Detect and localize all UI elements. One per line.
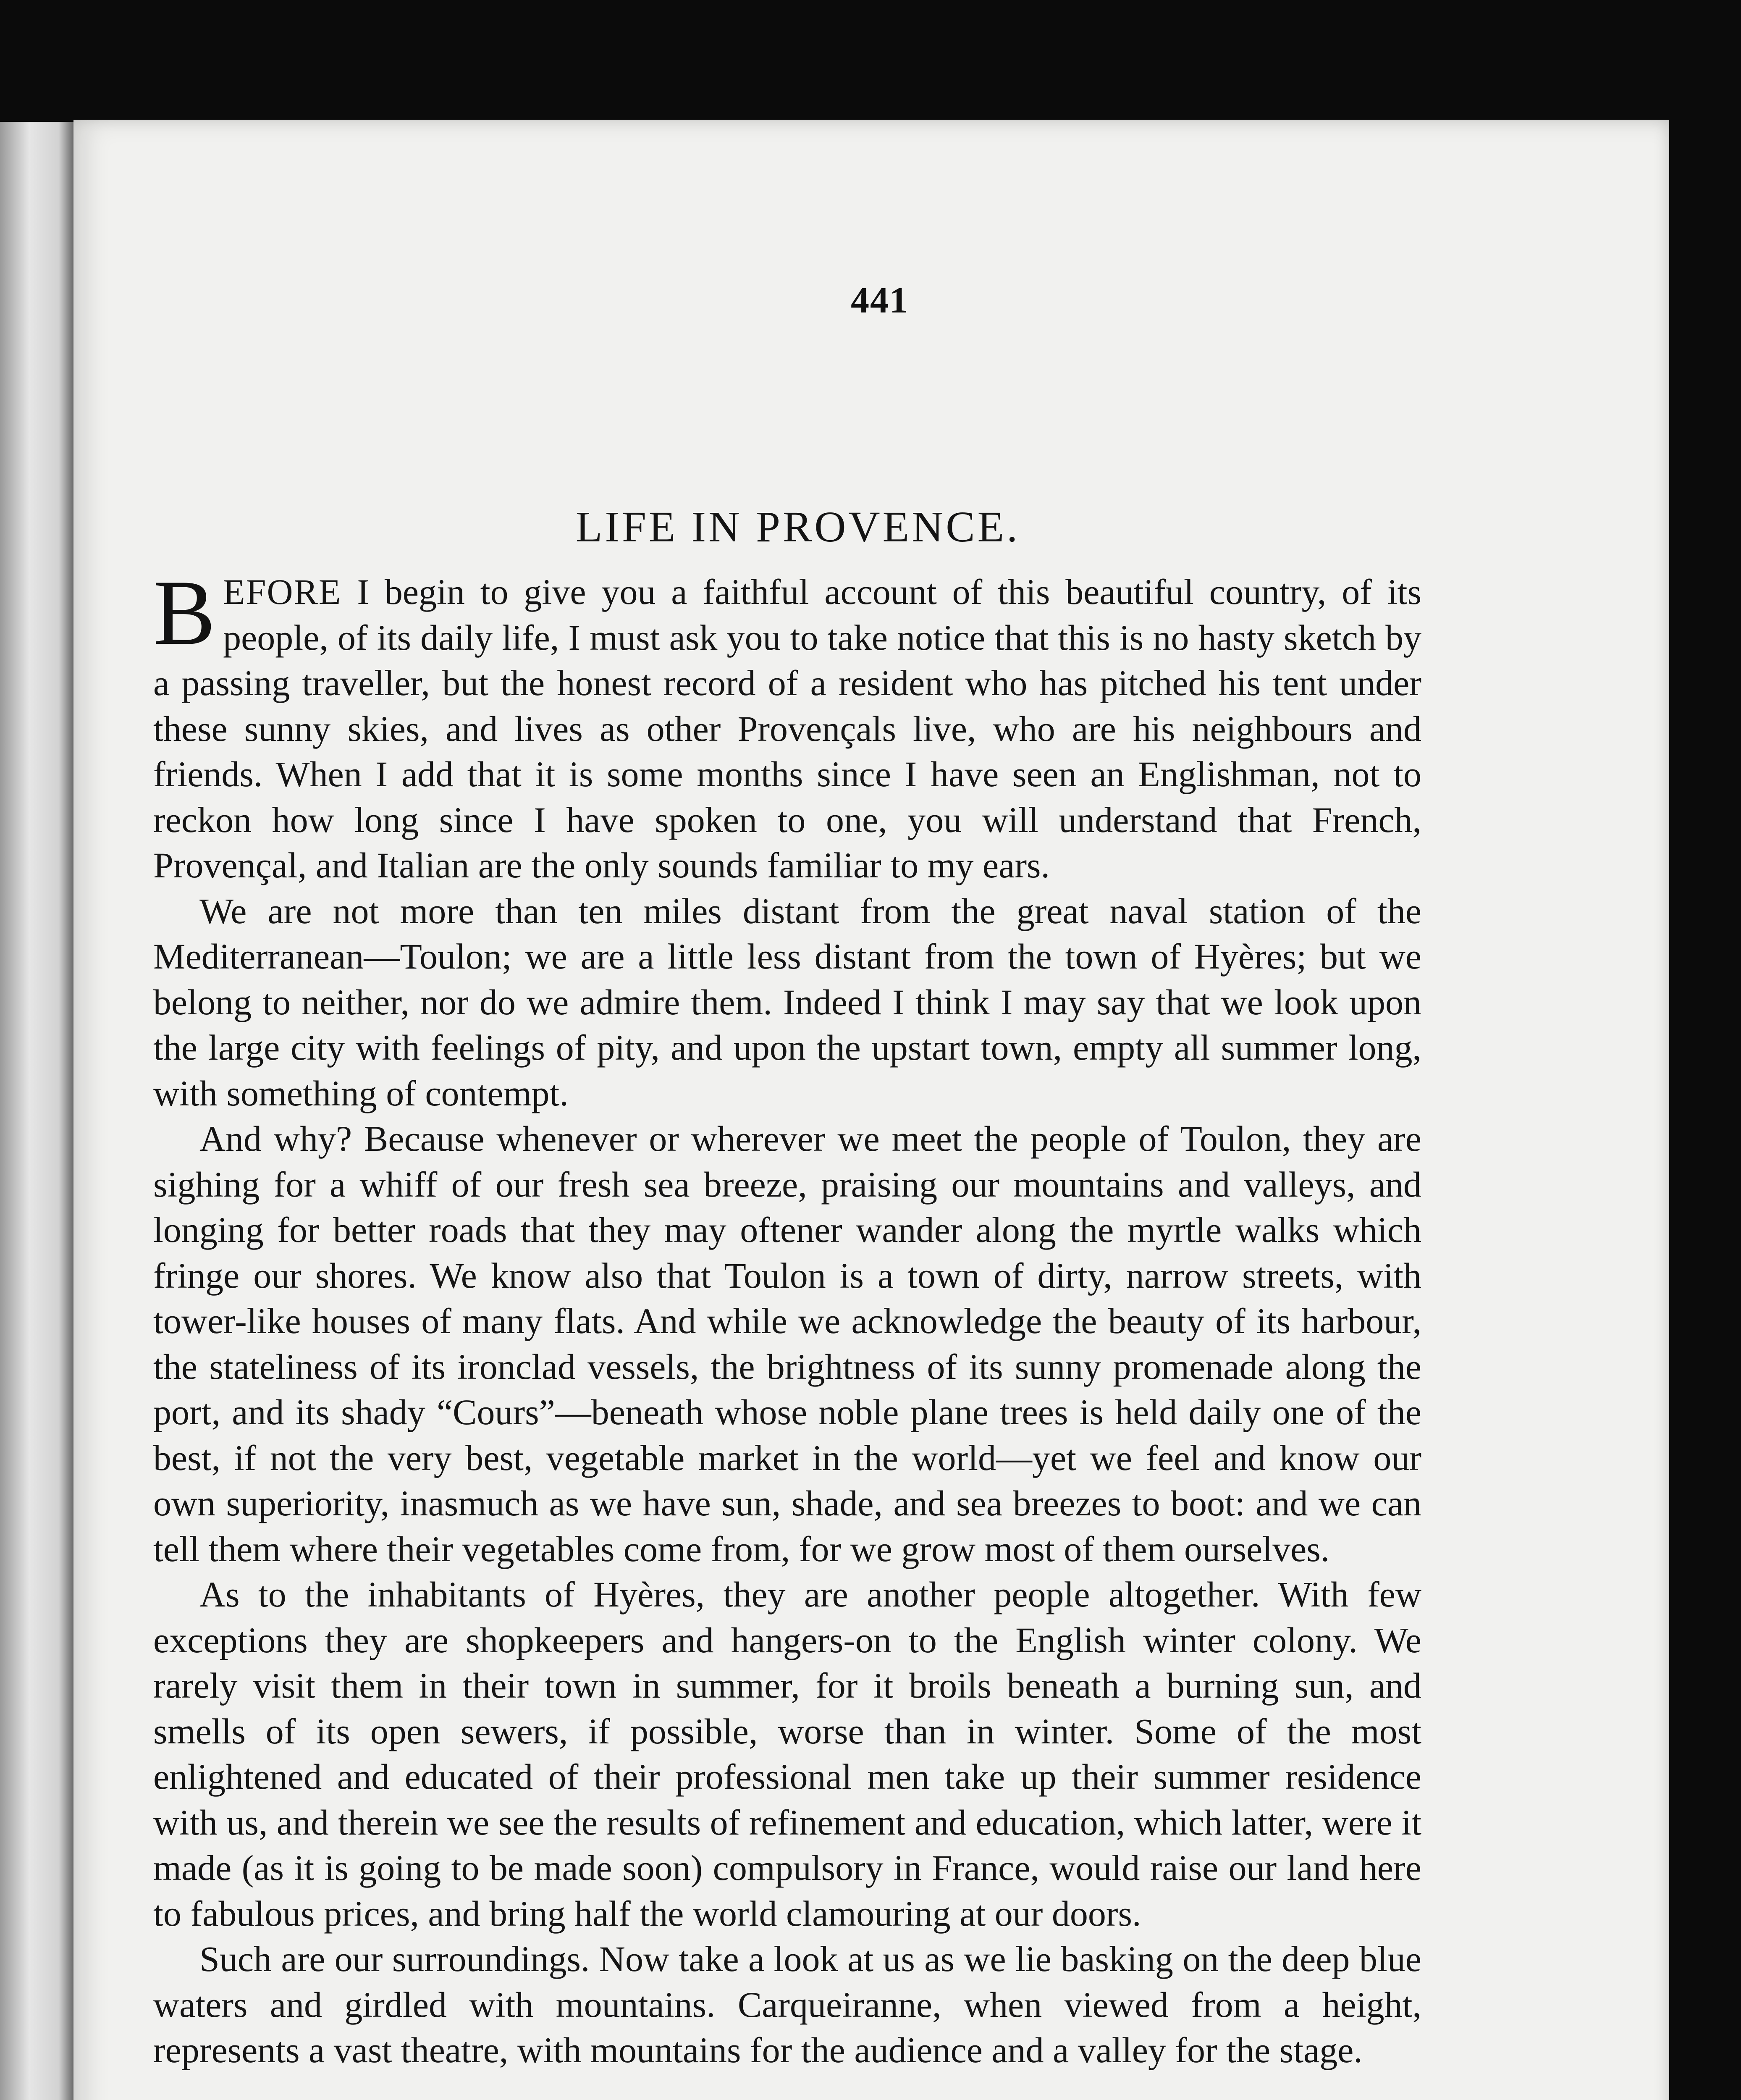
- drop-cap: B: [153, 561, 216, 664]
- page-number: 441: [851, 280, 909, 321]
- paragraph-2: We are not more than ten miles distant from the great naval station of the Mediterranean—Toulon; we are a little less distant from the town of Hyères; but we belong to neither, nor do we admire them. Indeed I think I may say that we look upon the large city with feelings of pity, and upon the upstart town, empty all summer long, with something of contempt.: [153, 890, 1421, 1113]
- article-body: [153, 561, 1421, 2073]
- paragraph-3: And why? Because whenever or wherever we meet the people of Toulon, they are sighing for a whiff of our fresh sea breeze, praising our mountains and valleys, and longing for better roads that they may oftener wander along the myrtle walks which fringe our shores. We know also that Toulon is a town of dirty, narrow streets, with tower-like houses of many flats. And while we acknowledge the beauty of its harbour, the stateliness of its ironclad vessels, the brightness of its sunny promenade along the port, and its shady “Cours”—beneath whose noble plane trees is held daily one of the best, if not the very best, vegetable market in the world—yet we feel and know our own superiority, inasmuch as we have sun, shade, and sea breezes to boot: and we can tell them where their vegetables come from, for we grow most of them ourselves.: [153, 1118, 1421, 1569]
- paragraph-4: As to the inhabitants of Hyères, they are another people altogether. With few exceptions they are shopkeepers and hangers-on to the English winter colony. We rarely visit them in their town in summer, for it broils beneath a burning sun, and smells of its open sewers, if possible, worse than in winter. Some of the most enlightened and educated of their professional men take up their summer residence with us, and therein we see the results of refinement and education, which latter, were it made (as it is going to be made soon) compulsory in France, would raise our land here to fabulous prices, and bring half the world clamouring at our doors.: [153, 1574, 1421, 1934]
- paragraph-1-text: I begin to give you a faithful account of this beautiful country, of its people, of its daily life, I must ask you to take notice that this is no hasty sketch by a passing traveller, but the honest record of a resident who has pitched his tent under these sunny skies, and lives as other Provençals live, who are his neighbours and friends. When I add that it is some months since I have seen an Englishman, not to reckon how long since I have spoken to one, you will understand that French, Provençal, and Italian are the only sounds familiar to my ears.: [153, 572, 1421, 885]
- paragraph-1: [153, 561, 1421, 888]
- article-title: LIFE IN PROVENCE.: [575, 503, 1020, 551]
- opening-smallcaps: EFORE: [223, 572, 342, 612]
- facing-page-edge: [0, 122, 73, 2100]
- paragraph-5: Such are our surroundings. Now take a look at us as we lie basking on the deep blue waters and girdled with mountains. Carqueiranne, when viewed from a height, represents a vast theatre, with mountains for the audience and a valley for the stage.: [153, 1939, 1421, 2070]
